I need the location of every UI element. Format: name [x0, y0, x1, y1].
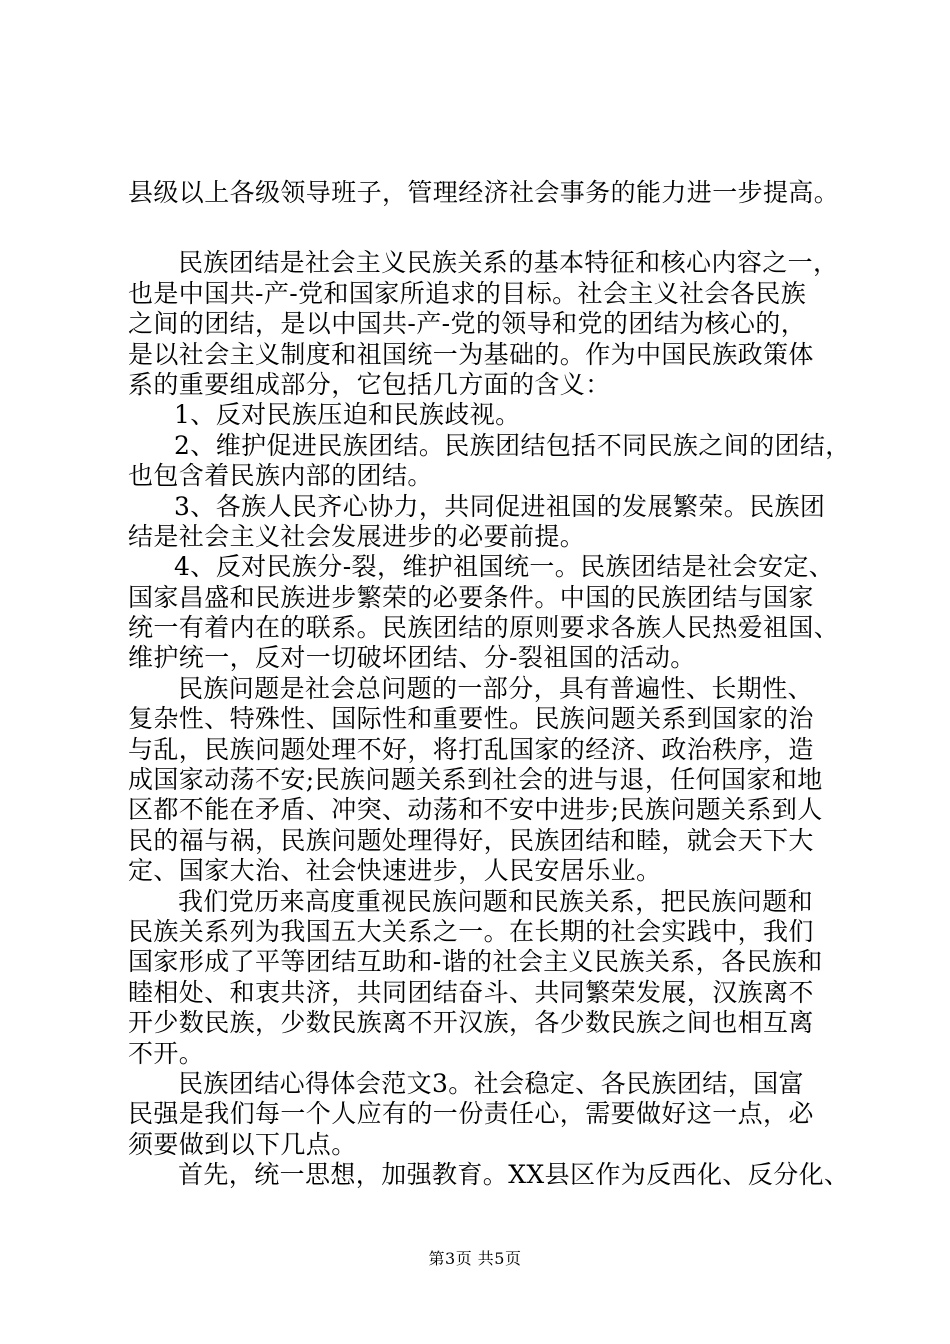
paragraph-line: 系的重要组成部分，它包括几方面的含义： [128, 369, 611, 399]
paragraph-first-line: 首先，统一思想，加强教育。XX县区作为反西化、反分化、 [178, 1160, 850, 1190]
paragraph-line: 结是社会主义社会发展进步的必要前提。 [128, 521, 586, 551]
paragraph-line: 国家昌盛和民族进步繁荣的必要条件。中国的民族团结与国家 [128, 582, 814, 612]
paragraph-line: 统一有着内在的联系。民族团结的原则要求各族人民热爱祖国、 [128, 613, 840, 643]
paragraph-first-line: 3、各族人民齐心协力，共同促进祖国的发展繁荣。民族团 [174, 491, 826, 521]
paragraph-line: 也包含着民族内部的团结。 [128, 461, 433, 491]
paragraph [128, 1069, 828, 1160]
paragraph-first-line: 民族问题是社会总问题的一部分，具有普遍性、长期性、 [178, 673, 814, 703]
paragraph-line: 不开。 [128, 1038, 205, 1068]
paragraph-line: 民的福与祸，民族问题处理得好，民族团结和睦，就会天下大 [128, 825, 814, 855]
paragraph-first-line: 2、维护促进民族团结。民族团结包括不同民族之间的团结， [174, 430, 851, 460]
paragraph-line: 也是中国共-产-党和国家所追求的目标。社会主义社会各民族 [128, 278, 807, 308]
page-footer: 第3页 共5页 [428, 1249, 522, 1268]
paragraph-line: 与乱，民族问题处理不好，将打乱国家的经济、政治秩序，造 [128, 734, 814, 764]
paragraph-line: 之间的团结，是以中国共-产-党的领导和党的团结为核心的， [128, 309, 807, 339]
paragraph-line: 睦相处、和衷共济，共同团结奋斗、共同繁荣发展，汉族离不 [128, 977, 814, 1007]
paragraph-line: 维护统一，反对一切破坏团结、分-裂祖国的活动。 [128, 643, 696, 673]
paragraph-gap [128, 208, 828, 248]
paragraph-first-line: 我们党历来高度重视民族问题和民族关系，把民族问题和 [178, 886, 814, 916]
document-body [128, 178, 851, 1191]
paragraph [128, 248, 839, 400]
paragraph-line: 民族关系列为我国五大关系之一。在长期的社会实践中，我们 [128, 916, 814, 946]
paragraph [128, 492, 828, 553]
paragraph-line: 成国家动荡不安;民族问题关系到社会的进与退，任何国家和地 [128, 765, 823, 795]
paragraph-first-line: 民族团结心得体会范文3。社会稳定、各民族团结，国富 [178, 1068, 804, 1098]
paragraph-line: 开少数民族，少数民族离不开汉族，各少数民族之间也相互离 [128, 1008, 814, 1038]
paragraph-line: 是以社会主义制度和祖国统一为基础的。作为中国民族政策体 [128, 339, 814, 369]
paragraph-line: 须要做到以下几点。 [128, 1129, 357, 1159]
paragraph-line: 国家形成了平等团结互助和-谐的社会主义民族关系，各民族和 [128, 947, 823, 977]
paragraph [128, 1160, 850, 1190]
paragraph-first-line: 1、反对民族压迫和民族歧视。 [174, 400, 521, 430]
paragraph-first-line: 民族团结是社会主义民族关系的基本特征和核心内容之一， [178, 248, 839, 278]
paragraph-line: 复杂性、特殊性、国际性和重要性。民族问题关系到国家的治 [128, 704, 814, 734]
paragraph-line: 区都不能在矛盾、冲突、动荡和不安中进步;民族问题关系到人 [128, 795, 823, 825]
paragraph [128, 887, 828, 1069]
paragraph [128, 674, 828, 887]
paragraph-line: 定、国家大治、社会快速进步，人民安居乐业。 [128, 856, 662, 886]
paragraph-first-line: 4、反对民族分-裂，维护祖国统一。民族团结是社会安定、 [174, 552, 835, 582]
continued-line: 县级以上各级领导班子，管理经济社会事务的能力进一步提高。 [128, 178, 840, 207]
paragraph [128, 400, 828, 430]
paragraph-line: 民强是我们每一个人应有的一份责任心，需要做好这一点，必 [128, 1099, 814, 1129]
paragraph [128, 552, 840, 674]
paragraph [128, 430, 851, 492]
